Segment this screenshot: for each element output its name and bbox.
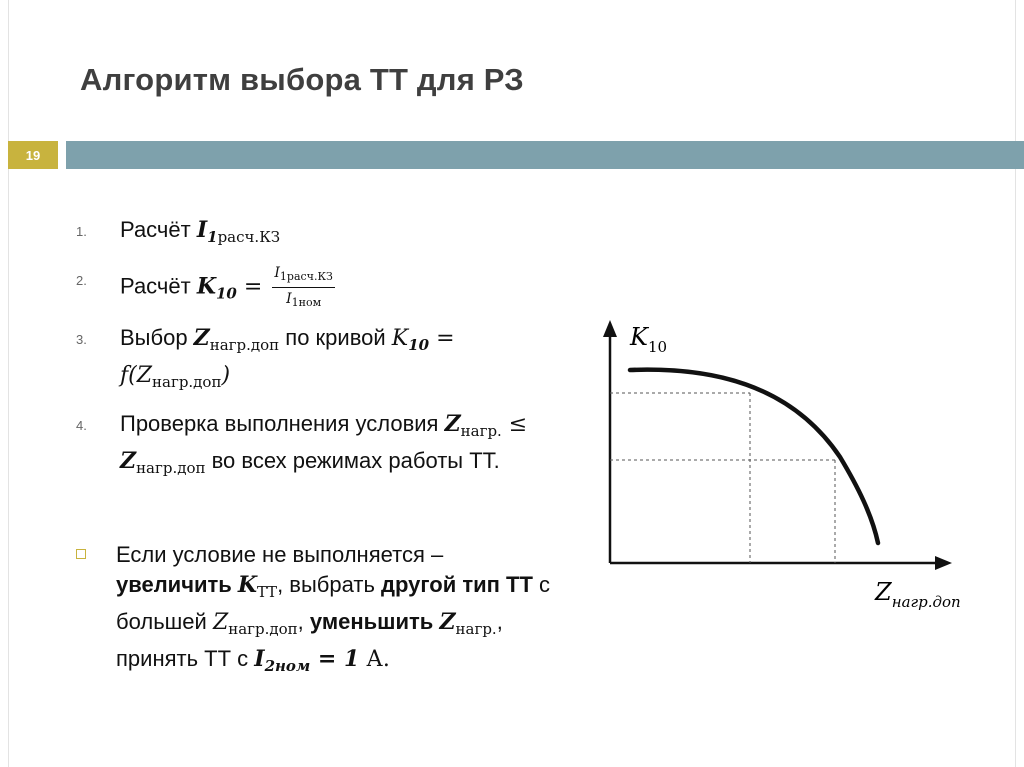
function-close: ): [221, 363, 231, 388]
z-subscript: нагр.: [460, 422, 502, 440]
formula-symbol-index: 10: [215, 284, 237, 303]
k-symbol: K: [391, 326, 409, 351]
step-lead: Проверка выполнения условия: [120, 411, 445, 436]
formula-symbol: I: [196, 217, 208, 243]
condition-note: [76, 540, 556, 681]
step-2: [70, 264, 560, 311]
x-axis-arrow-icon: [935, 556, 952, 570]
k10-curve-graph: [590, 315, 990, 625]
steps-list: [70, 215, 560, 495]
k-symbol: K: [237, 572, 258, 598]
step-number: 1.: [76, 224, 87, 239]
note-part: ,: [297, 609, 310, 634]
formula-symbol: Z: [193, 325, 210, 351]
step-lead: Расчёт: [120, 273, 197, 299]
slide-number-badge: [8, 141, 58, 169]
x-axis-symbol: Z: [875, 578, 892, 606]
k-subscript: ТТ: [257, 583, 278, 601]
note-text: [76, 540, 556, 681]
z-subscript: нагр.: [455, 620, 497, 638]
denominator-index: 1: [291, 296, 299, 309]
fraction-numerator: [272, 264, 334, 288]
note-part: , выбрать: [277, 572, 382, 597]
slide-number: 19: [25, 147, 41, 163]
y-axis-subscript: 10: [647, 338, 668, 356]
header-bar: [66, 141, 1024, 169]
denominator-symbol: I: [286, 291, 292, 307]
z-subscript: нагр.доп: [228, 620, 298, 638]
z-subscript: нагр.доп: [136, 459, 206, 477]
step-4: [70, 409, 560, 483]
fraction: [272, 264, 334, 311]
note-part: с большей: [116, 572, 551, 634]
numerator-subscript: расч.КЗ: [286, 270, 333, 283]
z-symbol: Z: [444, 411, 461, 437]
step-1: [70, 215, 560, 252]
function-expr: f(Z: [120, 363, 153, 388]
step-lead: Расчёт: [120, 217, 197, 242]
k10-curve: [630, 370, 878, 543]
formula-subscript: нагр.доп: [209, 336, 280, 354]
slide-border-right: [1015, 0, 1016, 767]
i-subscript: 2ном: [264, 657, 311, 675]
slide-border-left: [8, 0, 9, 767]
equals-sign: =: [429, 326, 455, 351]
function-subscript: нагр.доп: [152, 373, 222, 391]
formula-subscript: расч.КЗ: [217, 228, 281, 246]
z-symbol: Z: [120, 448, 137, 474]
z-symbol: Z: [439, 609, 456, 635]
equals-sign: =: [236, 274, 263, 300]
step-3: [70, 323, 560, 397]
note-part: Если условие не выполняется –: [116, 542, 444, 567]
slide-title: Алгоритм выбора ТТ для РЗ: [80, 62, 524, 97]
i-symbol: I: [254, 646, 265, 672]
leq-sign: ≤: [501, 412, 528, 437]
unit: А.: [359, 647, 390, 672]
k-index: 10: [408, 336, 430, 354]
equals-one: = 1: [310, 646, 360, 672]
formula-symbol: K: [196, 273, 216, 300]
note-bold: уменьшить: [309, 609, 440, 634]
note-bold: увеличить: [116, 572, 238, 597]
fraction-denominator: [286, 288, 321, 311]
denominator-subscript: ном: [298, 296, 322, 309]
z-symbol: Z: [212, 610, 229, 635]
step-number: 4.: [76, 418, 87, 433]
numerator-symbol: I: [274, 265, 280, 281]
step-lead: Выбор: [120, 325, 194, 350]
x-axis-subscript: нагр.доп: [891, 593, 961, 611]
step-tail: во всех режимах работы ТТ.: [205, 448, 500, 473]
square-bullet-icon: [76, 549, 86, 559]
step-middle: по кривой: [279, 325, 392, 350]
numerator-index: 1: [279, 270, 287, 283]
x-axis-label: [874, 578, 961, 611]
y-axis-symbol: K: [630, 323, 648, 351]
formula-symbol-index: 1: [207, 228, 218, 246]
note-part: , принять ТТ с: [116, 609, 503, 671]
y-axis-arrow-icon: [603, 320, 617, 337]
step-number: 2.: [76, 273, 87, 288]
y-axis-label: [629, 323, 667, 356]
note-bold: другой тип ТТ: [381, 572, 533, 597]
step-number: 3.: [76, 332, 87, 347]
